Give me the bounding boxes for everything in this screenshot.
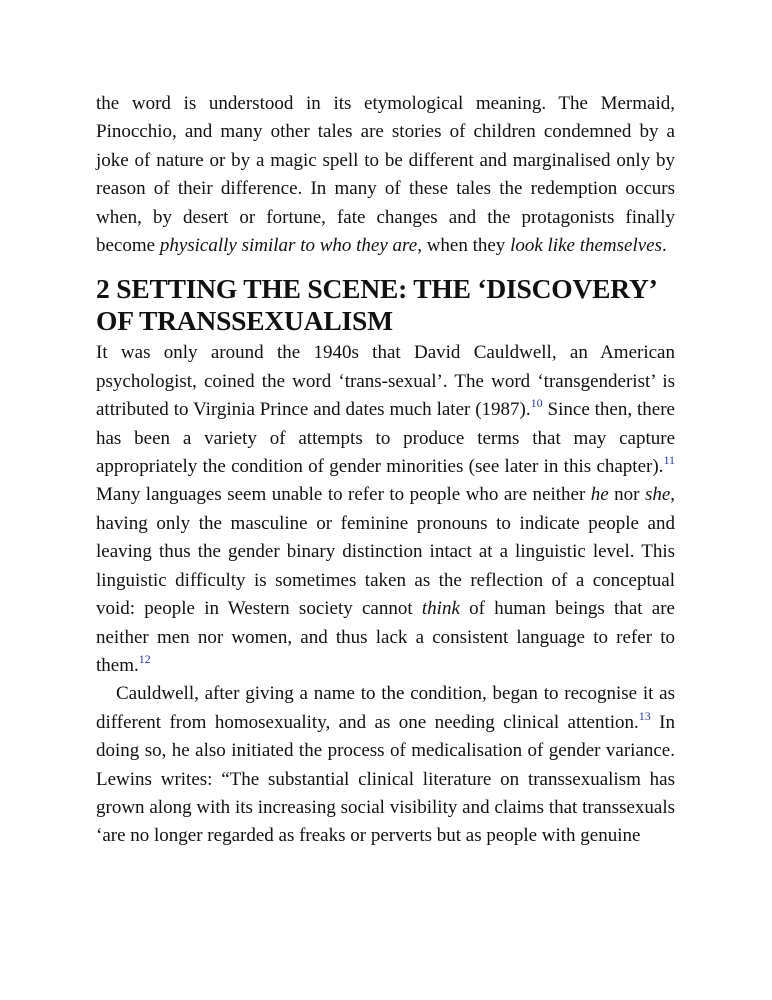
text-run: In doing so, he also initiated the process of medicalisation of gender variance. Lewins writes: “The substantial clinical literature on transsexualism has grown along with its increasing social visibility and claims that transsexuals ‘are no longer regarded as freaks or perverts but as people with genuine [96, 711, 675, 847]
paragraph-cauldwell [96, 680, 675, 850]
italic-run: look like themselves [510, 235, 662, 257]
text-run: It was only around the 1940s that David Cauldwell, an American psychologist, coined the word ‘trans-sexual’. The word ‘transgenderist’ is attributed to Virginia Prince and dates much later (1987). [96, 342, 675, 421]
text-run: . [662, 235, 667, 257]
footnote-ref-13[interactable]: 13 [638, 708, 651, 723]
page-body [96, 90, 675, 851]
paragraph-tales [96, 90, 675, 260]
text-run: Since then, there has been a variety of attempts to produce terms that may capture appropriately the condition of gender minorities (see later in this chapter). [96, 399, 675, 478]
section-heading: 2 SETTING THE SCENE: THE ‘DISCOVERY’ OF TRANSSEXUALISM [96, 273, 656, 337]
italic-run: physically similar to who they are [159, 235, 418, 257]
italic-run: think [421, 598, 460, 620]
paragraph-discovery [96, 339, 675, 680]
text-run: nor [608, 484, 645, 506]
text-run: , having only the masculine or feminine pronouns to indicate people and leaving thus the gender binary distinction intact at a linguistic level. This linguistic difficulty is sometimes taken as the reflection of a conceptual void: people in Western society cannot [96, 484, 676, 620]
footnote-ref-12[interactable]: 12 [138, 651, 151, 666]
italic-run: he [590, 484, 609, 506]
text-run: Cauldwell, after giving a name to the condition, began to recognise it as different from homosexuality, and as one needing clinical attention. [96, 683, 675, 733]
text-run: , when they [417, 235, 511, 257]
italic-run: she [644, 484, 671, 506]
footnote-ref-11[interactable]: 11 [663, 453, 675, 468]
text-run: Many languages seem unable to refer to people who are neither [96, 484, 591, 506]
footnote-ref-10[interactable]: 10 [530, 396, 543, 411]
text-run: the word is understood in its etymological meaning. The Mermaid, Pinocchio, and many other tales are stories of children condemned by a joke of nature or by a magic spell to be different and marginalised only by reason of their difference. In many of these tales the redemption occurs when, by desert or fortune, fate changes and the protagonists finally become [96, 93, 675, 257]
text-run: of human beings that are neither men nor women, and thus lack a consistent language to refer to them. [96, 598, 675, 676]
